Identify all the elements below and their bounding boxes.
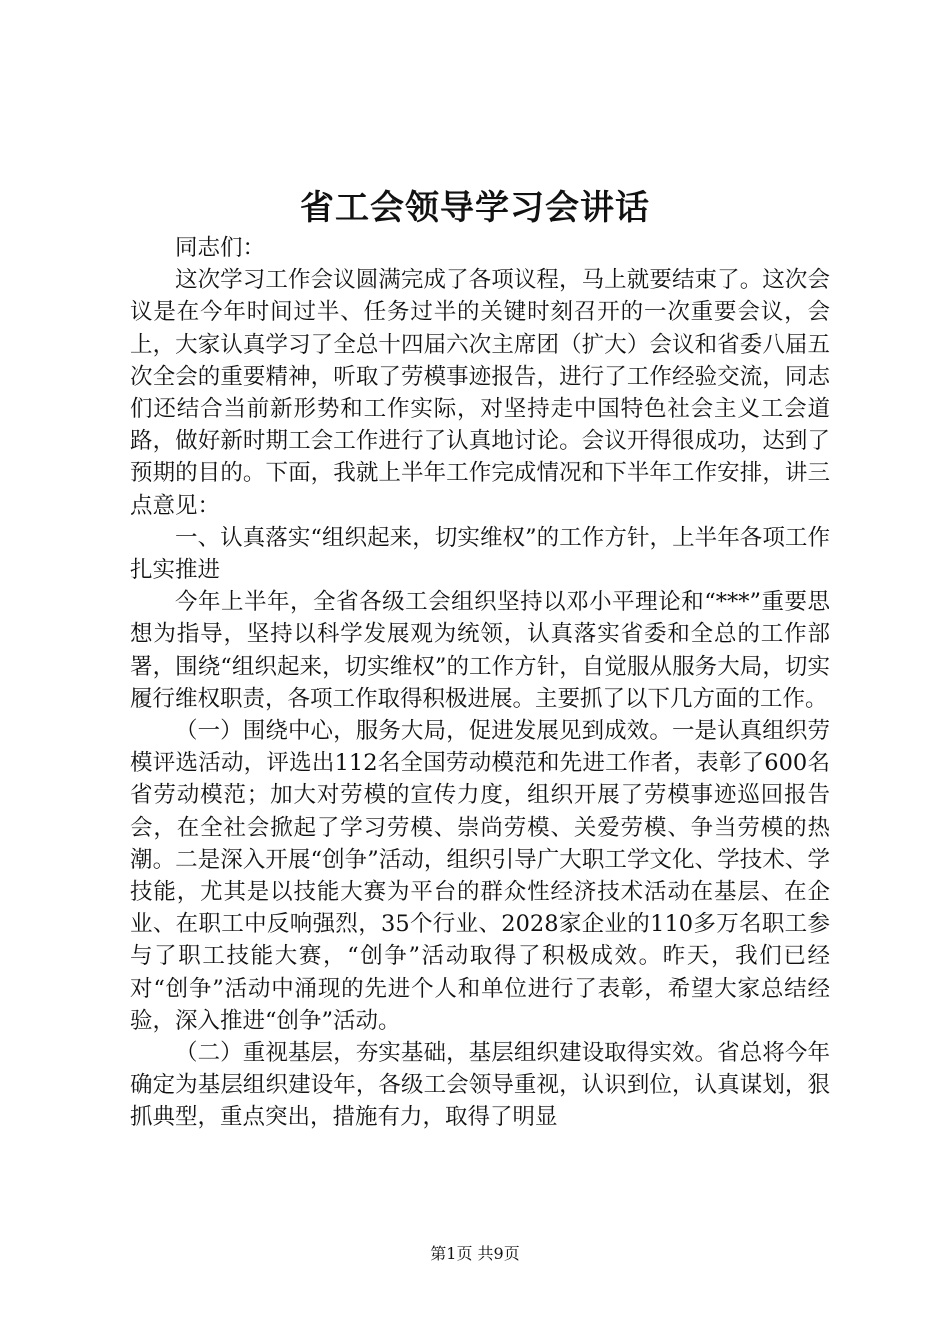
- salutation: 同志们：: [175, 235, 266, 261]
- document-body: [130, 232, 830, 1134]
- paragraph-first-half-summary: 今年上半年，全省各级工会组织坚持以邓小平理论和“***”重要思想为指导，坚持以科学发展观为统领，认真落实省委和全总的工作部署，围绕“组织起来，切实维权”的工作方针，自觉服从服务大局，切实履行维权职责，各项工作取得积极进展。主要抓了以下几方面的工作。: [130, 589, 830, 712]
- paragraph-subsection-2: （二）重视基层，夯实基础，基层组织建设取得实效。省总将今年确定为基层组织建设年，各级工会领导重视，认识到位，认真谋划，狠抓典型，重点突出，措施有力，取得了明显: [130, 1040, 830, 1131]
- paragraph-subsection-1: （一）围绕中心，服务大局，促进发展见到成效。一是认真组织劳模评选活动，评选出112名全国劳动模范和先进工作者，表彰了600名省劳动模范；加大对劳模的宣传力度，组织开展了劳模事迹巡回报告会，在全社会掀起了学习劳模、崇尚劳模、关爱劳模、争当劳模的热潮。二是深入开展“创争”活动，组织引导广大职工学文化、学技术、学技能，尤其是以技能大赛为平台的群众性经济技术活动在基层、在企业、在职工中反响强烈，35个行业、2028家企业的110多万名职工参与了职工技能大赛，“创争”活动取得了积极成效。昨天，我们已经对“创争”活动中涌现的先进个人和单位进行了表彰，希望大家总结经验，深入推进“创争”活动。: [130, 718, 830, 1034]
- document-title: 省工会领导学习会讲话: [300, 188, 650, 228]
- section-heading-1: 一、认真落实“组织起来，切实维权”的工作方针，上半年各项工作扎实推进: [130, 524, 830, 584]
- page-number-footer: 第1页 共9页: [430, 1244, 520, 1263]
- paragraph-intro: 这次学习工作会议圆满完成了各项议程，马上就要结束了。这次会议是在今年时间过半、任务过半的关键时刻召开的一次重要会议，会上，大家认真学习了全总十四届六次主席团（扩大）会议和省委八届五次全会的重要精神，听取了劳模事迹报告，进行了工作经验交流，同志们还结合当前新形势和工作实际，对坚持走中国特色社会主义工会道路，做好新时期工会工作进行了认真地讨论。会议开得很成功，达到了预期的目的。下面，我就上半年工作完成情况和下半年工作安排，讲三点意见：: [130, 267, 830, 519]
